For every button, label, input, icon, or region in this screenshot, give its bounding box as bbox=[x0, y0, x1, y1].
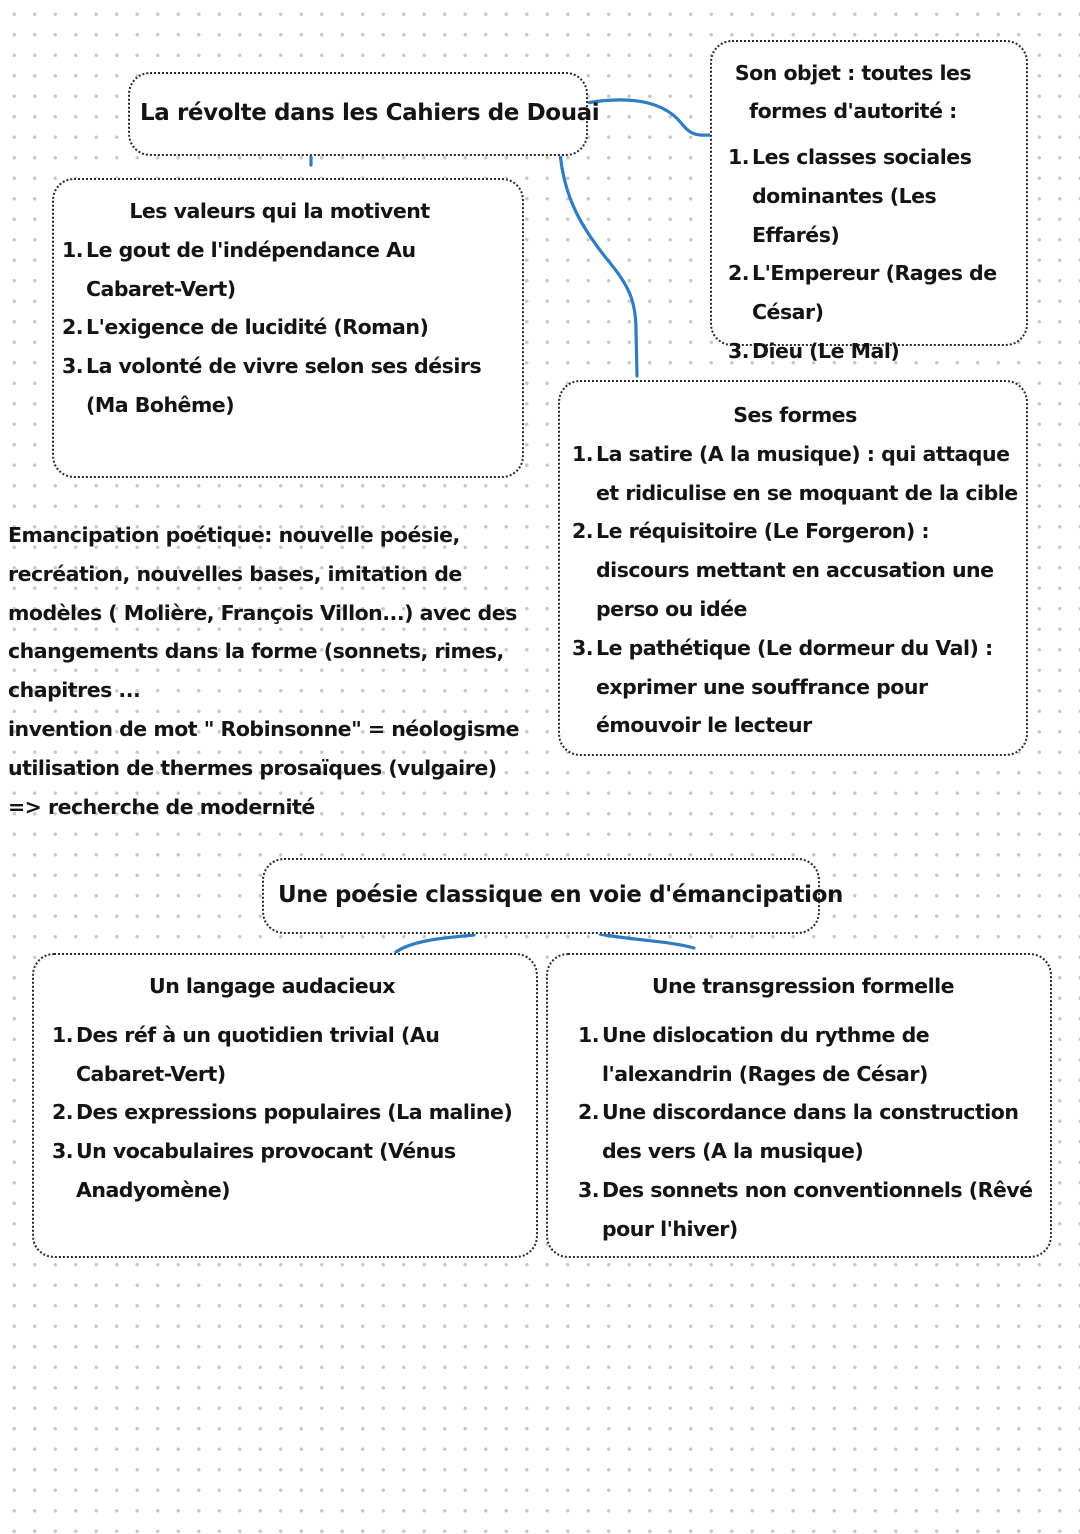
note-line: changements dans la forme (sonnets, rimes, bbox=[8, 639, 504, 664]
langage-list bbox=[52, 1016, 522, 1210]
emancipation-note bbox=[8, 516, 548, 826]
valeurs-list bbox=[62, 231, 517, 425]
note-line: modèles ( Molière, François Villon...) avec des bbox=[8, 600, 517, 625]
transgression-box bbox=[546, 953, 1052, 1258]
connector-second-to-langage bbox=[396, 935, 474, 952]
formes-box bbox=[558, 380, 1028, 756]
objet-item: 3. Dieu (Le Mal) bbox=[728, 338, 900, 363]
langage-heading: Un langage audacieux bbox=[149, 974, 395, 998]
connector-title-to-objet bbox=[586, 100, 710, 135]
note-line: chapitres ... bbox=[8, 678, 141, 703]
valeurs-item: 1. Le gout de l'indépendance Au Cabaret-Vert) bbox=[62, 237, 416, 301]
note-line: utilisation de thermes prosaïques (vulgaire) bbox=[8, 755, 497, 780]
formes-item: 2. Le réquisitoire (Le Forgeron) : discours mettant en accusation une perso ou idée bbox=[572, 519, 994, 621]
langage-item: 1. Des réf à un quotidien trivial (Au Cabaret-Vert) bbox=[52, 1022, 440, 1086]
main-title-box bbox=[128, 72, 600, 156]
langage-item: 2. Des expressions populaires (La maline) bbox=[52, 1100, 513, 1125]
note-line: Emancipation poétique: nouvelle poésie, bbox=[8, 523, 460, 547]
objet-box bbox=[710, 40, 1028, 363]
connector-second-to-transgression bbox=[600, 934, 694, 948]
second-title: Une poésie classique en voie d'émancipation bbox=[278, 882, 844, 908]
langage-box bbox=[32, 953, 538, 1258]
second-title-box bbox=[262, 858, 844, 934]
transgression-item: 3. Des sonnets non conventionnels (Rêvé pour l'hiver) bbox=[578, 1177, 1033, 1241]
valeurs-item: 3. La volonté de vivre selon ses désirs (Ma Bohême) bbox=[62, 354, 482, 417]
transgression-list bbox=[578, 1016, 1048, 1249]
objet-list bbox=[728, 138, 1024, 371]
transgression-item: 1. Une dislocation du rythme de l'alexandrin (Rages de César) bbox=[578, 1022, 930, 1086]
formes-list bbox=[572, 435, 1028, 745]
connector-title-to-formes bbox=[560, 152, 637, 376]
valeurs-item: 2. L'exigence de lucidité (Roman) bbox=[62, 315, 429, 340]
valeurs-heading: Les valeurs qui la motivent bbox=[129, 199, 430, 223]
note-line: recréation, nouvelles bases, imitation de bbox=[8, 561, 462, 586]
formes-item: 3. Le pathétique (Le dormeur du Val) : exprimer une souffrance pour émouvoir le lecteur bbox=[572, 635, 993, 738]
objet-item: 1. Les classes sociales dominantes (Les Effarés) bbox=[728, 145, 972, 247]
transgression-item: 2. Une discordance dans la construction des vers (A la musique) bbox=[578, 1100, 1019, 1164]
transgression-heading: Une transgression formelle bbox=[651, 974, 955, 998]
main-title: La révolte dans les Cahiers de Douai bbox=[140, 100, 600, 126]
objet-item: 2. L'Empereur (Rages de César) bbox=[728, 261, 997, 325]
formes-heading: Ses formes bbox=[733, 403, 857, 427]
note-line: => recherche de modernité bbox=[8, 794, 315, 819]
formes-item: 1. La satire (A la musique) : qui attaque et ridiculise en se moquant de la cible bbox=[572, 441, 1018, 505]
valeurs-box bbox=[52, 178, 524, 478]
objet-heading: Son objet : toutes les formes d'autorité : bbox=[734, 61, 972, 123]
langage-item: 3. Un vocabulaires provocant (Vénus Anadyomène) bbox=[52, 1139, 456, 1202]
note-line: invention de mot " Robinsonne" = néologisme bbox=[8, 716, 520, 741]
